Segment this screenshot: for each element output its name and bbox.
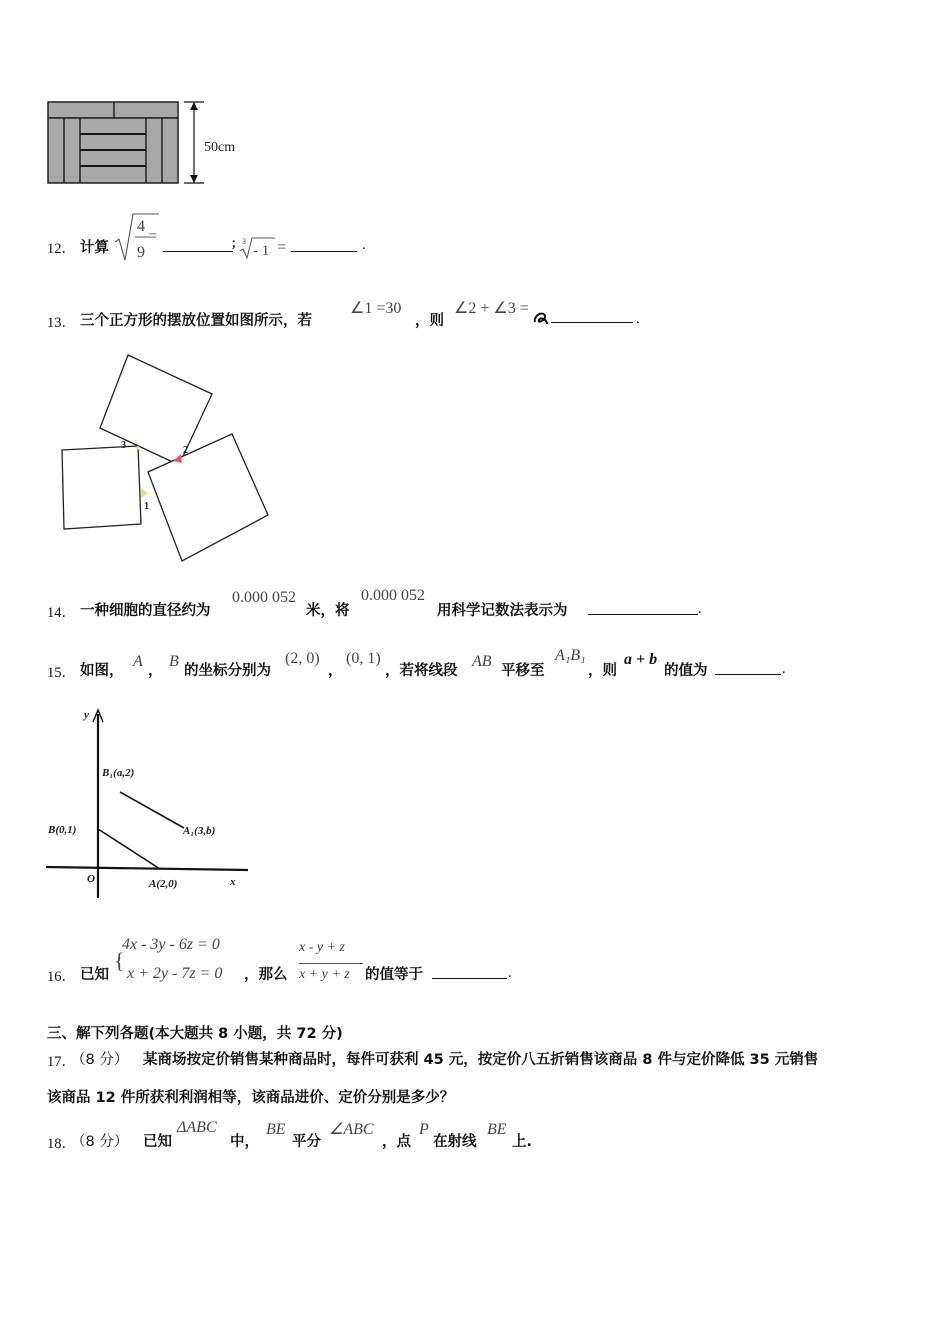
q14-end: . <box>698 601 702 617</box>
q13-comma-then: ，则 <box>415 313 444 329</box>
q17-number: 17． <box>47 1054 76 1070</box>
q17-line-1: 某商场按定价销售某种商品时，每件可获利 45 元，按定价八五折销售该商品 8 件与定价降低 35 元销售 <box>143 1052 819 1068</box>
q16-answer-blank[interactable] <box>432 964 507 979</box>
q18-be: BE <box>266 1121 286 1138</box>
q13-end: . <box>636 311 640 327</box>
origin-label: O <box>87 873 95 885</box>
q12-answer-blank-2[interactable] <box>291 237 357 252</box>
q12-separator: ； <box>231 236 244 250</box>
angle-label-3: 3 <box>121 440 126 451</box>
q16-text2: ，那么 <box>244 967 288 983</box>
q15-segment-ab: AB <box>472 653 492 670</box>
q15-text5: ，则 <box>588 663 617 679</box>
q18-point-p: P <box>419 1121 429 1138</box>
q12-answer-blank-1[interactable] <box>163 237 233 252</box>
coordinate-graph <box>42 702 252 902</box>
q16-text3: 的值等于 <box>365 967 423 983</box>
q15-coord-b: (0, 1) <box>346 650 381 667</box>
q16-equation-1: 4x - 3y - 6z = 0 <box>122 936 220 953</box>
q15-comma-2: ， <box>328 663 343 679</box>
q15-text6: 的值为 <box>664 663 708 679</box>
q13-angle-sum: ∠2 + ∠3 = <box>454 300 529 317</box>
radicand-denominator: 9 <box>137 244 145 261</box>
q15-segment-a1b1: A₁B₁ <box>555 647 586 664</box>
q15-point-b: B <box>169 653 179 670</box>
q18-text3: 平分 <box>292 1134 321 1150</box>
q13-number: 13． <box>47 315 76 331</box>
b-label: B(0,1) <box>48 824 77 836</box>
q16-brace: { <box>114 948 125 973</box>
q12-prefix: 计算 <box>80 240 109 256</box>
angle-label-2: 2 <box>183 445 188 456</box>
q13-text: 三个正方形的摆放位置如图所示，若 <box>80 313 312 329</box>
q18-text5: 在射线 <box>433 1134 477 1150</box>
q15-answer-blank[interactable] <box>715 660 781 675</box>
question-17 <box>47 1048 907 1108</box>
q15-coord-a: (2, 0) <box>285 650 320 667</box>
q18-text6: 上. <box>512 1134 533 1150</box>
q16-fraction-bar <box>299 963 363 964</box>
q15-expression: a + b <box>624 651 658 668</box>
q12-equals: = <box>148 228 158 245</box>
three-squares-figure <box>55 350 275 565</box>
angle-label-1: 1 <box>144 501 149 512</box>
q13-angle1: ∠1 =30 <box>350 300 402 317</box>
q16-fraction-denominator: x + y + z <box>299 967 350 982</box>
q14-number: 14． <box>47 605 76 621</box>
q15-text1: 如图， <box>80 663 124 679</box>
squiggle-mark <box>531 308 551 328</box>
q15-end: . <box>782 661 786 677</box>
cube-index: 3 <box>242 237 246 246</box>
q12-equals-2: = <box>277 239 287 256</box>
q18-number: 18． <box>47 1136 76 1152</box>
q18-points: （8 分） <box>71 1134 129 1150</box>
q16-text1: 已知 <box>80 967 109 983</box>
q18-angle: ∠ABC <box>329 1121 374 1138</box>
cube-radicand: - 1 <box>253 243 270 259</box>
q18-text4: ，点 <box>382 1134 411 1150</box>
q14-text3: 用科学记数法表示为 <box>437 603 568 619</box>
q15-comma: ， <box>148 663 163 679</box>
x-axis-label: x <box>230 876 236 888</box>
q16-fraction-numerator: x - y + z <box>299 940 345 955</box>
q17-line-2: 该商品 12 件所获利利润相等，该商品进价、定价分别是多少？ <box>47 1090 455 1106</box>
box-label: 50cm <box>204 140 236 155</box>
q16-equation-2: x + 2y - 7z = 0 <box>127 965 223 982</box>
a-label: A(2,0) <box>149 878 178 890</box>
q15-number: 15． <box>47 665 76 681</box>
q14-answer-blank[interactable] <box>588 600 698 615</box>
q16-end: . <box>508 965 512 981</box>
a1-label: A₁(3,b) <box>183 825 216 837</box>
q12-end: . <box>362 237 366 253</box>
q16-number: 16． <box>47 969 76 985</box>
b1-label: B₁(a,2) <box>102 767 135 779</box>
q14-text2: 米，将 <box>306 603 350 619</box>
q13-answer-blank[interactable] <box>551 308 633 323</box>
section-3-title: 三、解下列各题(本大题共 8 小题，共 72 分) <box>47 1026 343 1042</box>
q18-triangle: ΔABC <box>177 1119 217 1136</box>
q14-value1: 0.000 052 <box>232 589 296 606</box>
q15-text3: ，若将线段 <box>385 663 458 679</box>
cube-root <box>239 236 279 260</box>
q18-be-2: BE <box>487 1121 507 1138</box>
q14-text1: 一种细胞的直径约为 <box>80 603 211 619</box>
q14-value2: 0.000 052 <box>361 587 425 604</box>
box-figure <box>44 98 254 188</box>
q18-text1: 已知 <box>143 1134 172 1150</box>
q15-point-a: A <box>133 653 143 670</box>
radicand-numerator: 4 <box>137 218 145 235</box>
q12-number: 12． <box>47 241 76 257</box>
q17-points: （8 分） <box>71 1052 129 1068</box>
q15-text2: 的坐标分别为 <box>184 663 271 679</box>
y-axis-label: y <box>84 709 89 721</box>
q15-text4: 平移至 <box>501 663 545 679</box>
q18-text2: 中， <box>230 1134 259 1150</box>
